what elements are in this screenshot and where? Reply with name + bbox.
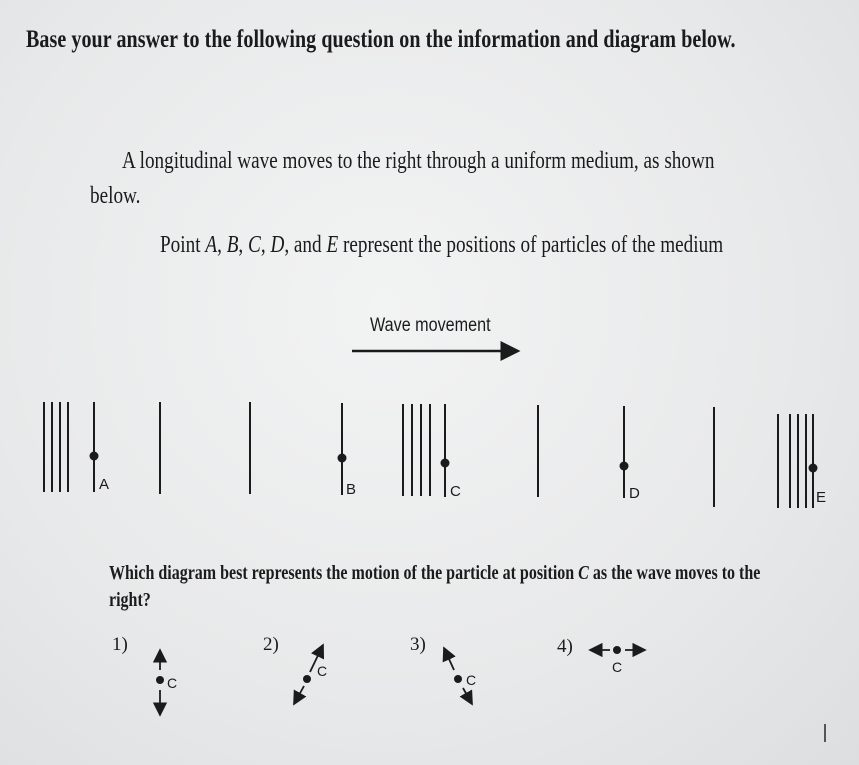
- choice-2-number: 2): [263, 634, 279, 655]
- particle-c: [441, 459, 450, 468]
- point-label-b: B: [346, 481, 357, 498]
- choice-3-number: 3): [410, 634, 426, 655]
- header-instruction: Base your answer to the following question on the information and diagram below.: [26, 26, 736, 53]
- intro-line-1: A longitudinal wave moves to the right through a uniform medium, as shown: [122, 148, 715, 174]
- point-label-a: A: [99, 476, 110, 493]
- choice-4-number: 4): [557, 636, 573, 657]
- point-label-c: C: [450, 483, 461, 500]
- text-cursor-mark: [824, 724, 826, 742]
- question-line-1: Which diagram best represents the motion of the particle at position C as the wave moves to the: [109, 562, 761, 584]
- choice-2-c-label: C: [317, 663, 328, 679]
- choice-4-diagram: [590, 646, 645, 654]
- point-label-d: D: [629, 485, 640, 502]
- particle-e: [809, 464, 818, 473]
- medium-lines: [44, 402, 813, 508]
- point-label-e: E: [816, 489, 827, 506]
- choice-1-diagram: [156, 650, 164, 715]
- intro-line-3: Point A, B, C, D, and E represent the positions of particles of the medium: [160, 232, 724, 258]
- choice-1-c-label: C: [167, 675, 178, 691]
- particle-d: [620, 462, 629, 471]
- choice-1-number: 1): [112, 634, 128, 655]
- choice-3-c-label: C: [466, 672, 477, 688]
- intro-line-2: below.: [90, 183, 141, 209]
- wave-movement-label: Wave movement: [370, 315, 491, 336]
- choice-4-c-label: C: [612, 659, 623, 675]
- particle-a: [90, 452, 99, 461]
- particle-b: [338, 454, 347, 463]
- question-line-2: right?: [109, 589, 151, 611]
